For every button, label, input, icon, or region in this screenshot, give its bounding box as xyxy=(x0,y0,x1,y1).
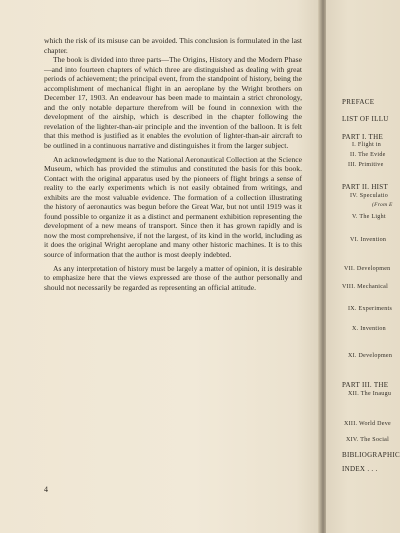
toc-entry: PART I. THE xyxy=(342,133,384,141)
toc-entry: V. The Light xyxy=(352,214,386,220)
paragraph-1: which the risk of its misuse can be avoided. This conclusion is formulated in the last chapter. xyxy=(44,36,302,55)
toc-entry: X. Invention xyxy=(352,326,386,332)
toc-entry: VI. Invention xyxy=(350,237,387,243)
toc-entry: BIBLIOGRAPHIC xyxy=(342,451,400,459)
toc-entry: (From E xyxy=(372,202,393,208)
toc-entry: XIV. The Social xyxy=(346,437,390,443)
paragraph-4: As any interpretation of history must be largely a matter of opinion, it is desirable to emphasize here that the views expressed are those of the author personally and should not necessarily be regarded as representing an official attitude. xyxy=(44,263,302,292)
page-number: 4 xyxy=(44,485,48,494)
toc-entry: VII. Developmen xyxy=(344,266,391,272)
toc-entry: XII. The Inaugu xyxy=(348,391,392,397)
toc-entry: PREFACE xyxy=(342,98,375,106)
body-text xyxy=(44,36,302,292)
right-page xyxy=(326,0,400,533)
toc-entry: VIII. Mechanical xyxy=(342,284,389,290)
toc-entry: INDEX . . . xyxy=(342,465,378,473)
toc-entry: I. Flight in xyxy=(352,142,382,148)
toc-entry: XI. Developmen xyxy=(348,353,393,359)
toc-entry: PART III. THE xyxy=(342,381,389,389)
toc-entry: III. Primitive xyxy=(348,162,384,168)
toc-entry: II. The Evide xyxy=(350,152,386,158)
toc-entry: PART II. HIST xyxy=(342,183,389,191)
paragraph-3: An acknowledgment is due to the National Aeronautical Collection at the Science Museum, which has provided the stimulus and constituted the basis for this book. Contact with the original apparatus used by the pioneers of flight brings a sense of reality to the early experiments which is not easily obtained from writings, and exhibits are the most valuable evidence. The formation of a collection illustrating the history of aeronautics was begun before the Great War, but not until 1919 was it found possible to organize it as a distinct and permanent exhibition representing the development of a new means of transport. Since then it has grown rapidly and is now the most comprehensive, if not the largest, of its kind in the world, including as it does the original Wright aeroplane and many other historic machines. It is to this source of information that the author is most deeply indebted. xyxy=(44,154,302,260)
toc-entry: IV. Speculatio xyxy=(350,193,389,199)
toc-entry: IX. Experiments xyxy=(348,306,393,312)
toc-entry: XIII. World Deve xyxy=(344,421,392,427)
paragraph-2: The book is divided into three parts—The Origins, History and the Modern Phase—and into fourteen chapters of which three are distinguished as dealing with great periods of achievement; the principal event, from the standpoint of history, being the accomplishment of mechanical flight in an aeroplane by the Wright brothers on December 17, 1903. An endeavour has been made to maintain a strict chronology, and the only notable departure therefrom will be found in connexion with the development of the airship, which is described in the chapter following the revelation of the lighter-than-air principle and the invention of the balloon. It is felt that this method is justified as it enables the evolution of lighter-than-air aircraft to be outlined in a continuous narrative and distinguishes it from the larger subject. xyxy=(44,55,302,151)
toc-entry: LIST OF ILLU xyxy=(342,115,389,123)
